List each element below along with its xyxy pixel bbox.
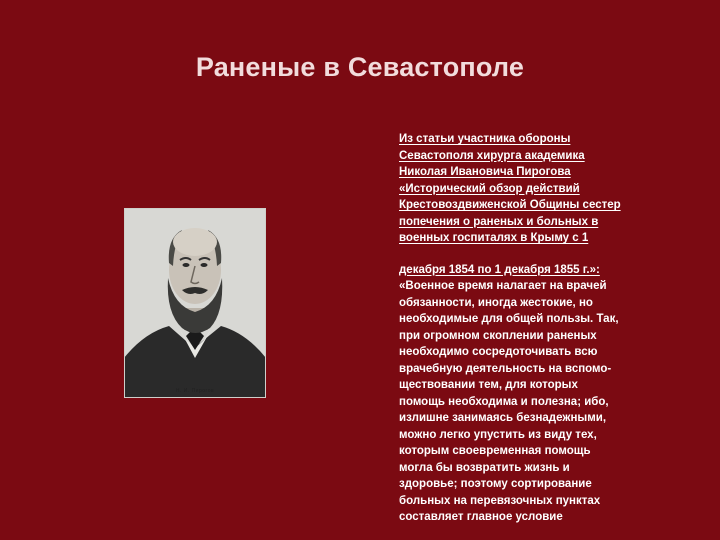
portrait-image [124, 208, 266, 398]
intro-line: Севастополя хирурга академика [399, 149, 585, 162]
text-column [399, 131, 699, 526]
portrait-drawing [124, 208, 266, 398]
date-line: декабря 1854 по 1 декабря 1855 г.»: [399, 263, 600, 276]
intro-line: Крестовоздвиженской Общины сестер [399, 199, 621, 211]
intro-line: попечения о раненых и больных в [399, 215, 599, 228]
quote-line: ществовании тем, для которых [399, 379, 578, 391]
quote-line: можно легко упустить из виду тех, [399, 428, 597, 441]
intro-line: военных госпиталях в Крыму с 1 [399, 232, 589, 244]
quote-line: могла бы возвратить жизнь и [399, 461, 570, 474]
quote-line: врачебную деятельность на вспомо- [399, 362, 612, 375]
slide-title: Раненые в Севастополе [195, 52, 525, 82]
quote-line: которым своевременная помощь [399, 445, 591, 457]
quote-line: обязанности, иногда жестокие, но [399, 296, 593, 309]
quote-block [399, 262, 699, 526]
quote-line: помощь необходима и полезна; ибо, [399, 395, 609, 408]
quote-line: необходимо сосредоточивать всю [399, 346, 598, 358]
intro-line: Из статьи участника обороны [399, 133, 571, 145]
quote-line: при огромном скоплении раненых [399, 329, 597, 342]
quote-line: «Военное время налагает на врачей [399, 280, 607, 292]
intro-line: Николая Ивановича Пирогова [399, 166, 571, 178]
intro-line: «Исторический обзор действий [399, 182, 580, 195]
intro-block [399, 131, 699, 247]
quote-line: составляет главное условие [399, 511, 563, 523]
quote-line: излишне занимаясь безнадежными, [399, 412, 607, 424]
quote-line: необходимые для общей пользы. Так, [399, 313, 619, 325]
portrait-caption: Н. И. Пирогов [175, 388, 215, 394]
quote-line: здоровье; поэтому сортирование [399, 478, 592, 490]
quote-line: больных на перевязочных пунктах [399, 494, 601, 507]
